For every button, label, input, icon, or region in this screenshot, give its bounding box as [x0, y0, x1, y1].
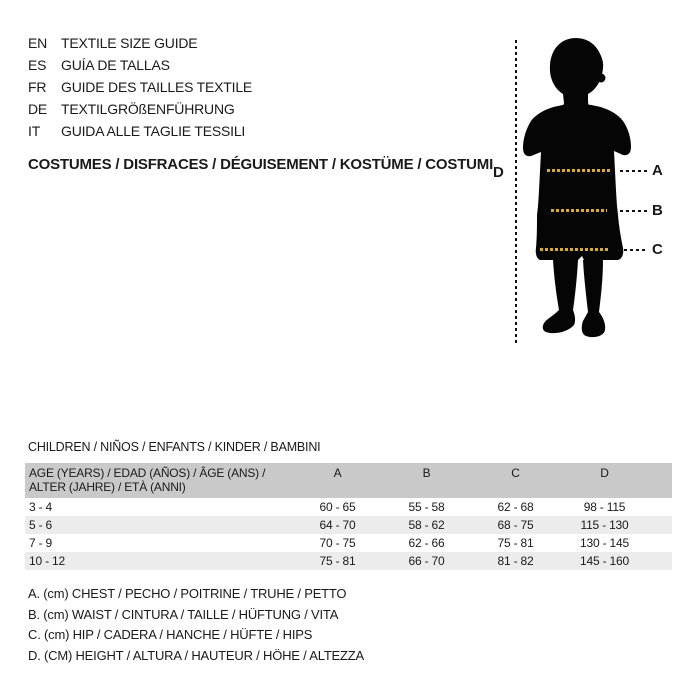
age-cell: 5 - 6	[25, 516, 293, 534]
waist-measure-line	[551, 209, 607, 212]
row-spacer	[649, 498, 672, 516]
waist-cell: 62 - 66	[408, 536, 445, 550]
legend-hip: C. (cm) HIP / CADERA / HANCHE / HÜFTE / HIPS	[28, 627, 313, 642]
hip-cell: 62 - 68	[497, 500, 534, 514]
waist-cell: 58 - 62	[382, 516, 471, 534]
table-row	[25, 534, 672, 552]
language-list	[28, 32, 252, 142]
table-row	[25, 516, 672, 534]
language-row-de	[28, 98, 252, 120]
size-table-header-row	[25, 463, 672, 498]
row-spacer	[649, 552, 672, 570]
waist-leader-line	[620, 210, 648, 212]
age-column-header	[25, 463, 293, 498]
age-cell: 3 - 4	[29, 500, 53, 514]
language-label: GUIDE DES TAILLES TEXTILE	[61, 79, 253, 95]
height-cell: 130 - 145	[580, 536, 629, 550]
column-header-a: A	[293, 463, 382, 498]
language-code: IT	[28, 123, 41, 139]
table-row	[25, 552, 672, 570]
language-code: EN	[28, 35, 48, 51]
header-spacer	[649, 463, 672, 498]
language-label: GUIDA ALLE TAGLIE TESSILI	[61, 123, 246, 139]
language-code: FR	[28, 79, 47, 95]
legend-waist: B. (cm) WAIST / CINTURA / TAILLE / HÜFTUNG / VITA	[28, 606, 339, 622]
age-cell: 10 - 12	[25, 552, 293, 570]
table-row	[25, 498, 672, 516]
chest-leader-line	[620, 170, 648, 172]
chest-cell: 64 - 70	[293, 516, 382, 534]
language-code: DE	[28, 101, 48, 117]
marker-c-label: C	[652, 241, 663, 258]
waist-cell: 55 - 58	[408, 500, 445, 514]
column-header-d: D	[560, 463, 649, 498]
language-row-fr	[28, 76, 252, 98]
measurement-legend	[28, 584, 364, 666]
measurement-figure	[490, 38, 695, 354]
marker-b-label: B	[652, 202, 663, 219]
size-table	[25, 463, 672, 570]
marker-d-label: D	[493, 164, 504, 181]
language-row-it	[28, 120, 252, 142]
chest-cell: 60 - 65	[319, 500, 356, 514]
age-cell: 7 - 9	[29, 536, 53, 550]
height-cell: 98 - 115	[583, 500, 626, 514]
age-header-line2: ALTER (JAHRE) / ETÀ (ANNI)	[29, 480, 186, 494]
child-silhouette-image	[520, 38, 670, 350]
marker-a-label: A	[652, 162, 663, 179]
chest-cell: 70 - 75	[319, 536, 356, 550]
category-title: COSTUMES / DISFRACES / DÉGUISEMENT / KOSTÜME / COSTUMI	[28, 156, 494, 173]
hip-measure-line	[540, 248, 610, 251]
language-row-en	[28, 32, 252, 54]
language-row-es	[28, 54, 252, 76]
column-header-b: B	[382, 463, 471, 498]
legend-height: D. (CM) HEIGHT / ALTURA / HAUTEUR / HÖHE / ALTEZZA	[28, 647, 364, 663]
waist-cell: 66 - 70	[382, 552, 471, 570]
hip-leader-line	[618, 249, 648, 251]
language-code: ES	[28, 57, 47, 73]
size-table-container	[25, 463, 672, 570]
height-cell: 145 - 160	[560, 552, 649, 570]
chest-cell: 75 - 81	[293, 552, 382, 570]
hip-cell: 81 - 82	[471, 552, 560, 570]
chest-measure-line	[547, 169, 612, 172]
language-label: TEXTILGRÖßENFÜHRUNG	[61, 101, 235, 117]
legend-chest: A. (cm) CHEST / PECHO / POITRINE / TRUHE / PETTO	[28, 586, 347, 601]
children-section-title: CHILDREN / NIÑOS / ENFANTS / KINDER / BAMBINI	[28, 440, 321, 454]
hip-cell: 68 - 75	[471, 516, 560, 534]
language-label: TEXTILE SIZE GUIDE	[61, 35, 198, 51]
row-spacer	[649, 516, 672, 534]
height-cell: 115 - 130	[560, 516, 649, 534]
row-spacer	[649, 534, 672, 552]
height-measure-line	[515, 40, 517, 346]
hip-cell: 75 - 81	[497, 536, 534, 550]
language-label: GUÍA DE TALLAS	[61, 57, 170, 73]
age-header-line1: AGE (YEARS) / EDAD (AÑOS) / ÂGE (ANS) /	[29, 466, 266, 480]
column-header-c: C	[471, 463, 560, 498]
